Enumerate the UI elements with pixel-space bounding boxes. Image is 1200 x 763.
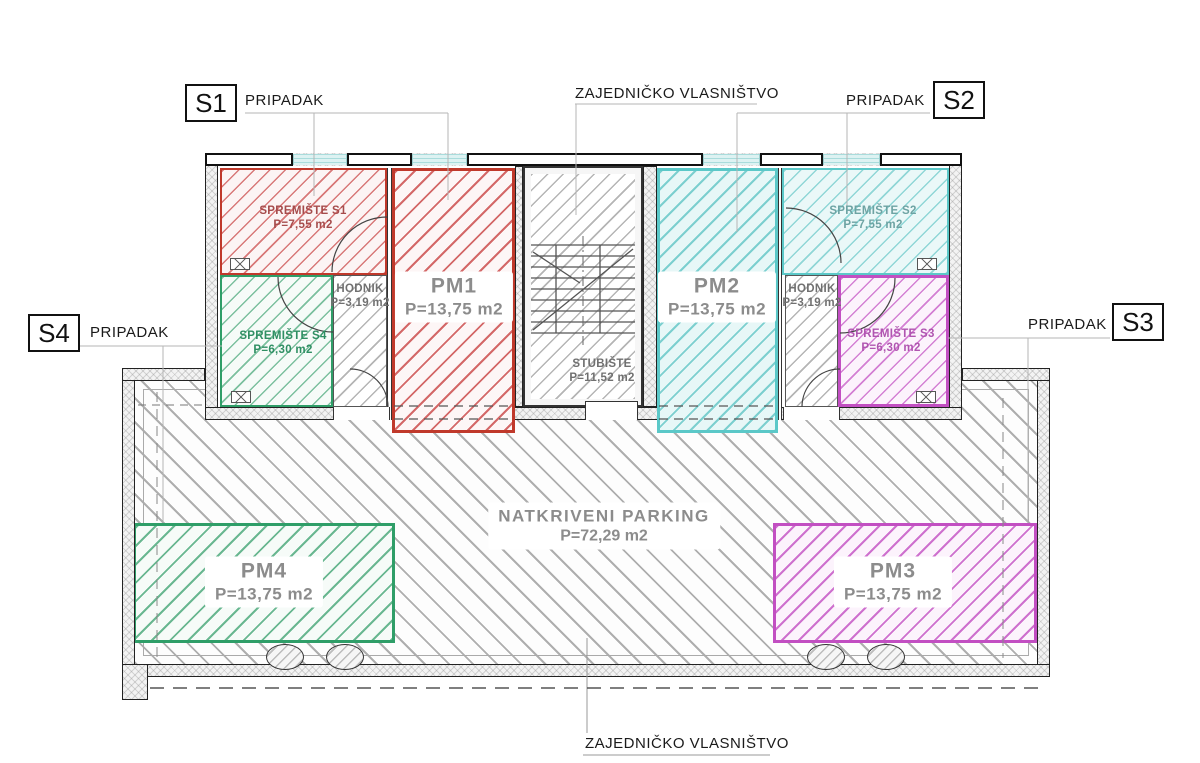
annotation-pripadak-s1: PRIPADAK: [245, 92, 324, 109]
unit-badge-s1: S1: [185, 84, 237, 122]
door-symbol-icon: [230, 258, 250, 270]
door-symbol-icon: [231, 391, 251, 403]
shrub-icon: [266, 644, 304, 670]
label-pm2: PM2 P=13,75 m2: [658, 272, 776, 323]
label-pm1: PM1 P=13,75 m2: [395, 272, 513, 323]
annotation-pripadak-s4: PRIPADAK: [90, 324, 169, 341]
annotation-common-top: ZAJEDNIČKO VLASNIŠTVO: [575, 85, 779, 102]
room-label-hodnik-left: HODNIK P=3,19 m2: [330, 283, 390, 309]
room-label-spremiste-s4: SPREMIŠTE S4 P=6,30 m2: [239, 330, 327, 356]
door-symbol-icon: [917, 258, 937, 270]
door-threshold: [333, 407, 390, 420]
stair-wall-left: [515, 166, 523, 407]
window: [703, 154, 760, 165]
wall-segment: [205, 153, 293, 166]
window: [293, 154, 347, 165]
building-wall-left: [205, 153, 218, 420]
annotation-pripadak-s3: PRIPADAK: [1028, 316, 1107, 333]
parking-wall-top-right: [962, 368, 1050, 381]
building-wall-right: [949, 153, 962, 420]
window: [412, 154, 467, 165]
parking-wall-right: [1037, 368, 1050, 677]
wall-segment: [347, 153, 412, 166]
shrub-icon: [807, 644, 845, 670]
label-pm3: PM3 P=13,75 m2: [834, 557, 952, 608]
parking-wall-top-left: [122, 368, 205, 381]
unit-badge-s2: S2: [933, 81, 985, 119]
window: [823, 154, 880, 165]
parking-wall-left: [122, 368, 135, 677]
parking-wall-corner-step: [122, 664, 148, 700]
building-wall-bottom: [205, 407, 962, 420]
label-pm4: PM4 P=13,75 m2: [205, 557, 323, 608]
wall-segment: [880, 153, 962, 166]
parking-wall-bottom: [122, 664, 1050, 677]
door-symbol-icon: [916, 391, 936, 403]
room-label-spremiste-s2: SPREMIŠTE S2 P=7,55 m2: [829, 205, 917, 231]
wall-segment: [760, 153, 823, 166]
room-label-hodnik-right: HODNIK P=3,19 m2: [782, 283, 842, 309]
room-label-spremiste-s1: SPREMIŠTE S1 P=7,55 m2: [259, 205, 347, 231]
shrub-icon: [326, 644, 364, 670]
unit-badge-s3: S3: [1112, 303, 1164, 341]
room-label-stubiste: STUBIŠTE P=11,52 m2: [569, 358, 635, 384]
stair-door-threshold: [585, 401, 638, 420]
shrub-icon: [867, 644, 905, 670]
door-threshold: [783, 407, 840, 420]
unit-badge-s4: S4: [28, 314, 80, 352]
wall-segment: [467, 153, 703, 166]
room-label-spremiste-s3: SPREMIŠTE S3 P=6,30 m2: [847, 328, 935, 354]
annotation-pripadak-s2: PRIPADAK: [846, 92, 925, 109]
stair-wall-right: [643, 166, 657, 407]
label-natkriveni-parking: NATKRIVENI PARKING P=72,29 m2: [488, 503, 720, 550]
annotation-common-bottom: ZAJEDNIČKO VLASNIŠTVO: [585, 735, 789, 752]
